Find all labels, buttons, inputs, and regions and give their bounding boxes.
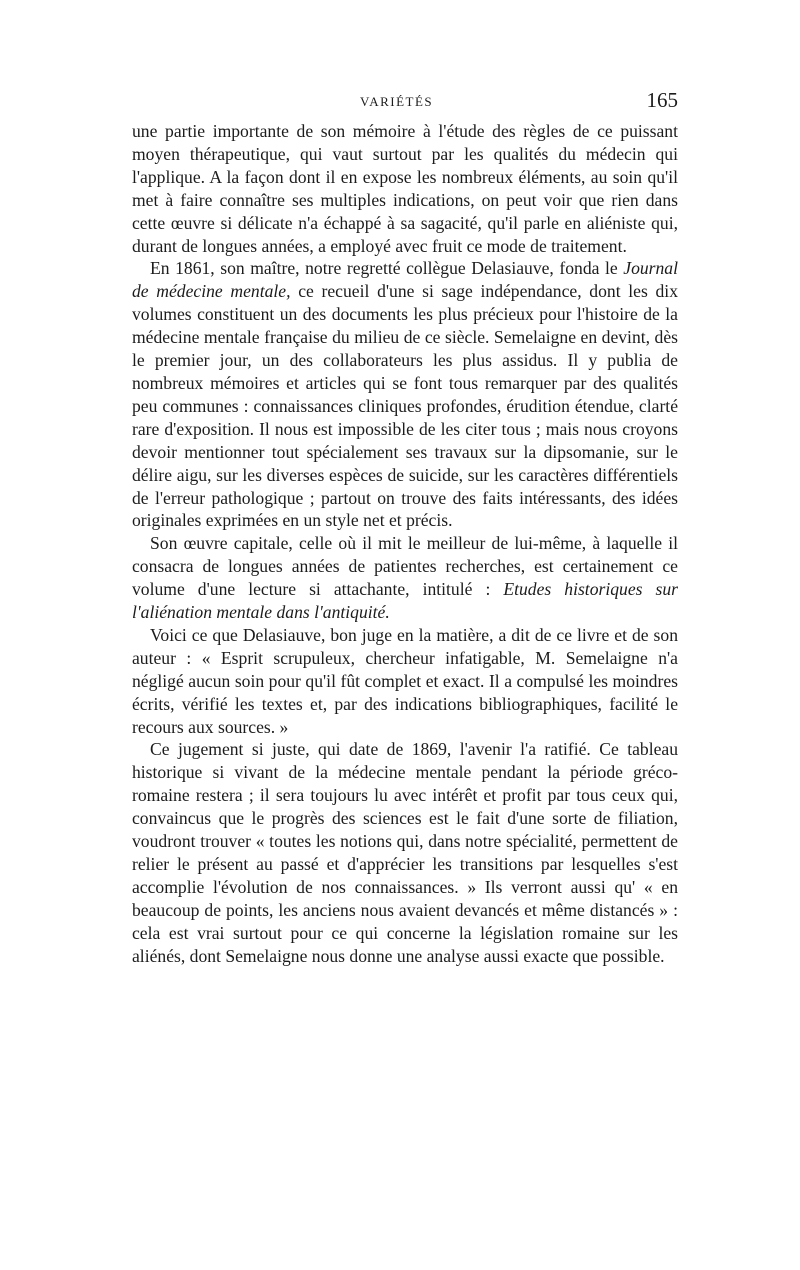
paragraph-3-text-before: Son œuvre capitale, celle où il mit le meilleur de lui-même, à laquelle il consacra de longues années de patientes recherches, est certainement ce volume d'une lecture si attachante, intitulé :	[132, 533, 678, 600]
running-head	[132, 88, 678, 120]
running-title: VARIÉTÉS	[360, 94, 434, 109]
journal-title: Journal de médecine mentale,	[132, 258, 678, 302]
paragraph-2-text-before: En 1861, son maître, notre regretté collègue Delasiauve, fonda le	[150, 258, 624, 279]
paragraph-2	[132, 257, 678, 532]
paragraph-5: Ce jugement si juste, qui date de 1869, l'avenir l'a ratifié. Ce tableau historique si vivant de la médecine mentale pendant la période gréco-romaine restera ; il sera toujours lu avec intérêt et profit par tous ceux qui, convaincus que le progrès des sciences est le fait d'une sorte de filiation, voudront trouver « toutes les notions qui, dans notre spécialité, permettent de relier le présent au passé et d'apprécier les transitions par lesquelles s'est accomplie l'évolution de nos connaissances. » Ils verront aussi qu' « en beaucoup de points, les anciens nous avaient devancés et même distancés » : cela est vrai surtout pour ce qui concerne la législation romaine sur les aliénés, dont Semelaigne nous donne une analyse aussi exacte que possible.	[132, 739, 678, 966]
body-text	[132, 120, 678, 968]
book-page	[132, 88, 678, 968]
paragraph-2-text-after: ce recueil d'une si sage indépendance, dont les dix volumes constituent un des documents les plus précieux pour l'histoire de la médecine mentale française du milieu de ce siècle. Semelaigne en devint, dès le premier jour, un des collaborateurs les plus assidus. Il y publia de nombreux mémoires et articles qui se font tous remarquer par des qualités peu communes : connaissances cliniques profondes, érudition étendue, clarté rare d'exposition. Il nous est impossible de les citer tous ; mais nous croyons devoir mentionner tout spécialement ses travaux sur la dipsomanie, sur le délire aigu, sur les diverses espèces de suicide, sur les caractères différentiels de l'erreur pathologique ; partout on trouve des faits intéressants, des idées originales exprimées en un style net et précis.	[132, 281, 678, 531]
paragraph-4: Voici ce que Delasiauve, bon juge en la matière, a dit de ce livre et de son auteur : « Esprit scrupuleux, chercheur infatigable, M. Semelaigne n'a négligé aucun soin pour qu'il fût complet et exact. Il a compulsé les moindres écrits, vérifié les textes et, par des indications bibliographiques, facilité le recours aux sources. »	[132, 624, 678, 737]
paragraph-3	[132, 532, 678, 624]
page-number: 165	[646, 88, 678, 112]
paragraph-1: une partie importante de son mémoire à l'étude des règles de ce puissant moyen thérapeutique, qui vaut surtout par les qualités du médecin qui l'applique. A la façon dont il en expose les nombreux éléments, au soin qu'il met à faire connaître ses multiples indications, on peut voir que rien dans cette œuvre si délicate n'a échappé à sa sagacité, qu'il parle en aliéniste qui, durant de longues années, a employé avec fruit ce mode de traitement.	[132, 121, 678, 256]
book-title: Etudes historiques sur l'aliénation mentale dans l'antiquité.	[132, 579, 678, 623]
